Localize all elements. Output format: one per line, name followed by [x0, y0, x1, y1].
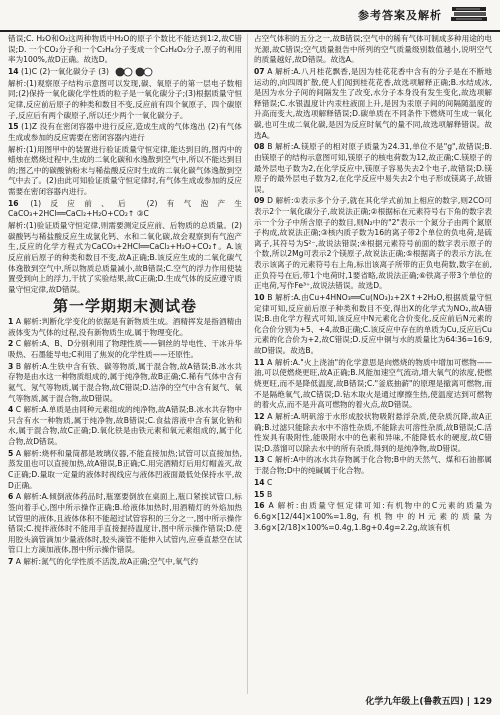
answer-text: C 解析:A、B、D分别利用了物理性质——铜丝的导电性、干冰升华吸热、石墨能导电;C利用了焦炭的化学性质——还原性。	[8, 339, 242, 359]
answer-text: 解析:(1)用图甲中的装置进行验证质量守恒定律,能达到目的,图丙中的蜡烛在燃烧过程中,生成的二氧化碳和水逸散到空气中,所以不能达到目的;图乙中的碳酸钠粉末与稀盐酸反应时生成的二氧化碳气体逸散到空气中去了。(2)由此可知验证质量守恒定律时,有气体生成或参加的反应需要在密闭容器内进行。	[8, 144, 242, 197]
answer-text: C	[267, 477, 273, 487]
answer-text: B 解析:A.由Cu+4HNO₃══Cu(NO₃)₂+2X↑+2H₂O,根据质量守恒定律可知,反应前后原子种类和数目不变,得出X的化学式为NO₂,故A错误;B.由化学方程式可知,该反应中N元素化合价变化,反应前后N元素的化合价分别为+5、+4,故B正确;C.该反应中存在的单质为Cu,反应后Cu元素的化合价为+2,故C错误;D.反应中铜与水的质量比为64∶36=16∶9,故D错误。故选B。	[254, 293, 492, 355]
question-number: 13	[254, 455, 265, 465]
answer-text: A 解析:A."火上浇油"的化学意思是向燃烧的物质中增加可燃物——油,可以使燃烧更旺,故A正确;B.风能加速空气流动,增大氧气的浓度,使燃烧更旺,而不是降低温度,故B错误;C."釜底抽薪"的原理是撤离可燃物,而不是隔绝氧气,故C错误;D.钻木取火是通过摩擦生热,使温度达到可燃物的着火点,而不是升高可燃物的着火点,故D错误。	[254, 357, 493, 410]
column-divider	[247, 34, 248, 694]
header-title: 参考答案及解析	[358, 9, 442, 22]
answer-paragraph	[254, 358, 492, 411]
answer-paragraph	[254, 34, 492, 66]
answer-paragraph	[8, 449, 242, 491]
question-number: 10	[254, 293, 265, 302]
answer-text: B 解析:A.生铁中含有铁、碳等物质,属于混合物,故A错误;B.冰水共存物是由水这一种物质组成的,属于纯净物,故B正确;C.稀有气体中含有氦气、氖气等物质,属于混合物,故C错误;D.洁净的空气中含有氮气、氧气等物质,属于混合物,故D错误。	[8, 361, 242, 403]
question-number: 09	[254, 196, 265, 206]
answer-text: (1)C (2)一氧化碳分子 (3)	[21, 66, 109, 76]
answer-text: 占空气体积的五分之一,故B错误;空气中的稀有气体可制成多种用途的电光源,故C错误;空气质量报告中所列的空气质量级别数值越小,说明空气的质量越好,故D错误。故选A。	[254, 34, 492, 65]
answer-text: (1)Z 没有在密闭容器中进行反应,造成生成的气体逸出 (2)有气体生成或参加的反应需要在密闭容器内进行	[8, 122, 242, 142]
answer-paragraph	[254, 196, 492, 291]
answer-paragraph	[8, 34, 242, 66]
question-number: 7	[8, 557, 14, 567]
answer-text: A 解析:烧杯和量筒都是玻璃仪器,不能直接加热;试管可以直接加热,蒸发皿也可以直接加热,故A错误,B正确;C.用完酒精灯后用灯帽盖灭,故C正确;D.量取一定量的液体时视线应与液体凹液面最低处保持水平,故D正确。	[8, 448, 242, 490]
book-stack-icon	[450, 4, 490, 24]
answer-paragraph	[8, 221, 242, 295]
answer-paragraph	[8, 557, 242, 568]
answer-paragraph	[8, 405, 242, 447]
answer-paragraph	[8, 67, 242, 78]
answer-text: A 解析:判断化学变化的依据是有新物质生成。酒精挥发是指酒精由液体变为气体的过程,没有新物质生成,属于物理变化。	[8, 316, 242, 337]
answer-paragraph	[254, 142, 492, 195]
question-number: 1	[8, 316, 14, 326]
section-title: 第一学期期末测试卷	[52, 297, 197, 316]
question-number: 16	[254, 501, 265, 511]
answer-text: B	[267, 489, 273, 499]
answer-text: D 解析:①表示多个分子,就在其化学式前加上相应的数字,则2CO可表示2个一氧化碳分子,故说法正确;②根据标在元素符号右下角的数字表示一个分子中所含原子的数目,则N₂中的"2"表示一个氮分子由两个氮原子构成,故说法正确;③核内质子数为16的离子带2个单位的负电荷,是硫离子,其符号为S²⁻,故说法错误;④根据元素符号前面的数字表示原子的个数,所以2Mg可表示2个镁原子,故说法正确;⑤根据离子的表示方法,在表示该离子的元素符号右上角,标出该离子所带的正负电荷数,数字在前,正负符号在后,带1个电荷时,1要省略,故说法正确;⑥铁离子带3个单位的正电荷,写作Fe³⁺,故说法错误。故选D。	[254, 196, 492, 291]
answer-text: A 解析:A.倾倒液体药品时,瓶塞要倒放在桌面上,瓶口紧挨试管口,标签向着手心,图中所示操作正确;B.给液体加热时,用酒精灯的外焰加热试管里的液体,且液体体积不能超过试管容积的三分之一,图中所示操作错误;C.搅拌液体时不能用手直接握持温度计,图中所示操作错误;D.使用胶头滴管滴加少量液体时,胶头滴管不能伸入试管内,应垂直悬空在试管口上方滴加液体,图中所示操作错误。	[8, 492, 242, 555]
answer-paragraph	[8, 492, 242, 556]
page-header	[0, 0, 500, 32]
question-number: 16	[8, 198, 19, 208]
question-number: 12	[254, 411, 265, 421]
answer-text: A 解析:A.八月桂花飘香,是因为桂花花香中含有的分子是在不断地运动的,向四周扩散,使人们闻到桂花花香,故选项解释正确;B.水结成冰,是因为水分子间的间隔发生了改变,水分子本身没有发生变化,故选项解释错误;C.水银温度计内汞柱液面上升,是因为汞原子间的间隔随温度的升高而变大,故选项解释错误;D.碳单质在不同条件下燃烧可生成一氧化碳,也可生成二氧化碳,是因为反应时氧气的量不同,故选项解释错误。故选A。	[254, 66, 492, 140]
answer-text: 错误;C. H₂O和O₂这两种物质中H₂O的原子个数比不能达到1∶2,故C错误;D. 一个CO₂分子和一个C₂H₄分子变成一个C₂H₄O₂分子,原子的利用率为100%,故D正确。故选D。	[8, 34, 242, 65]
answer-paragraph	[254, 501, 492, 533]
question-number: 15	[8, 122, 19, 132]
answer-paragraph	[8, 362, 242, 404]
answer-text: (1)反应前、后 (2)有气泡产生 CaCO₃+2HCl══CaCl₂+H₂O+CO₂↑ ③C	[8, 198, 242, 219]
answer-paragraph	[254, 67, 492, 141]
question-number: 11	[254, 357, 265, 367]
question-number: 4	[8, 405, 14, 415]
answer-text: C 解析:A中的冰水共存物属于化合物;B中的天然气、煤和石油都属于混合物;D中的纯碱属于化合物。	[254, 455, 493, 476]
answer-paragraph	[8, 79, 242, 121]
question-number: 2	[8, 339, 14, 349]
question-number: 3	[8, 361, 14, 371]
question-number: 5	[8, 448, 14, 458]
question-number: 07	[254, 66, 265, 76]
question-number: 08	[254, 142, 265, 152]
answer-paragraph	[8, 317, 242, 338]
question-number: 14	[254, 477, 265, 487]
answer-paragraph	[8, 122, 242, 143]
co-molecule-icon	[115, 67, 155, 77]
answer-text: C 解析:A.单质是由同种元素组成的纯净物,故A错误;B.冰水共存物中只含有水一种物质,属于纯净物,故B错误;C.食盐溶液中含有氯化钠和水,属于混合物,故C正确;D.氧化铁是由铁元素和氧元素组成的,属于化合物,故D错误。	[8, 405, 242, 447]
answer-paragraph	[254, 293, 492, 357]
footer-separator: |	[466, 697, 474, 707]
question-number: 14	[8, 66, 19, 76]
footer-subject: 化学九年级上(鲁教五四)	[365, 697, 464, 707]
answer-text: A 解析:A.明矾溶于水形成胶状物吸附悬浮杂质,使杂质沉降,故A正确;B.过滤只能除去水中不溶性杂质,不能除去可溶性杂质,故B错误;C.活性炭具有吸附性,能吸附水中的色素和异味,不能降低水的硬度,故C错误;D.蒸馏可以除去水中的所有杂质,得到的是纯净物,故D错误。	[254, 411, 492, 453]
answer-text: B 解析:A.镁原子的相对原子质量为24.31,单位不是"g",故错误;B.由镁原子的结构示意图可知,镁原子的核电荷数为12,故正确;C.镁原子的最外层电子数为2,在化学反应中,镁原子容易失去2个电子,故错误;D.镁原子的最外层电子数为2,在化学反应中易失去2个电子形成镁离子,故错误。	[254, 142, 492, 194]
answer-paragraph	[254, 490, 492, 501]
left-column	[8, 34, 242, 569]
answer-text: A 解析:由质量守恒定律可知:有机物中的C元素的质量为6.6g×[12/44]×100%=1.8g,有机物中的H元素的质量为3.6g×[2/18]×100%=0.4g,1.8g+0.4g=2.2g,故该有机	[254, 501, 492, 532]
answer-paragraph	[254, 478, 492, 489]
question-number: 6	[8, 492, 14, 502]
answer-text: 解析:(1)验证质量守恒定律,则需要测定反应前、后物质的总质量。(2)碳酸钙与稀盐酸反应生成氯化钙、水和二氧化碳,故会观察到有气泡产生,反应的化学方程式为CaCO₃+2HCl══CaCl₂+H₂O+CO₂↑。A.该反应前后原子的种类和数目不变,故A正确;B.该反应生成的二氧化碳气体逸散到空气中,所以物质总质量减小,故B错误;C.空气的浮力作用使装置受到向上的浮力,干扰了实验结果,故C正确;D.生成气体的反应遵守质量守恒定律,故D错误。	[8, 221, 242, 294]
answer-paragraph	[254, 412, 492, 454]
page-footer	[365, 694, 492, 707]
answer-text: 解析:(1)观察原子结构示意图可以发现,碳、氧原子的第一层电子数相同;(2)保持一氧化碳化学性质的粒子是一氧化碳分子;(3)根据质量守恒定律,反应前后原子的种类和数目不变,反应前有四个氧原子、四个碳原子,反应后有两个碳原子,所以还少两个一氧化碳分子。	[8, 78, 242, 120]
page-number: 129	[473, 697, 492, 707]
answer-paragraph	[8, 339, 242, 360]
answer-paragraph	[254, 455, 492, 476]
answer-paragraph	[8, 145, 242, 198]
answer-text: A 解析:氮气的化学性质不活泼,故A正确;空气中,氧气约	[15, 557, 198, 567]
right-column	[254, 34, 492, 534]
question-number: 15	[254, 489, 265, 499]
answer-paragraph	[8, 199, 242, 220]
